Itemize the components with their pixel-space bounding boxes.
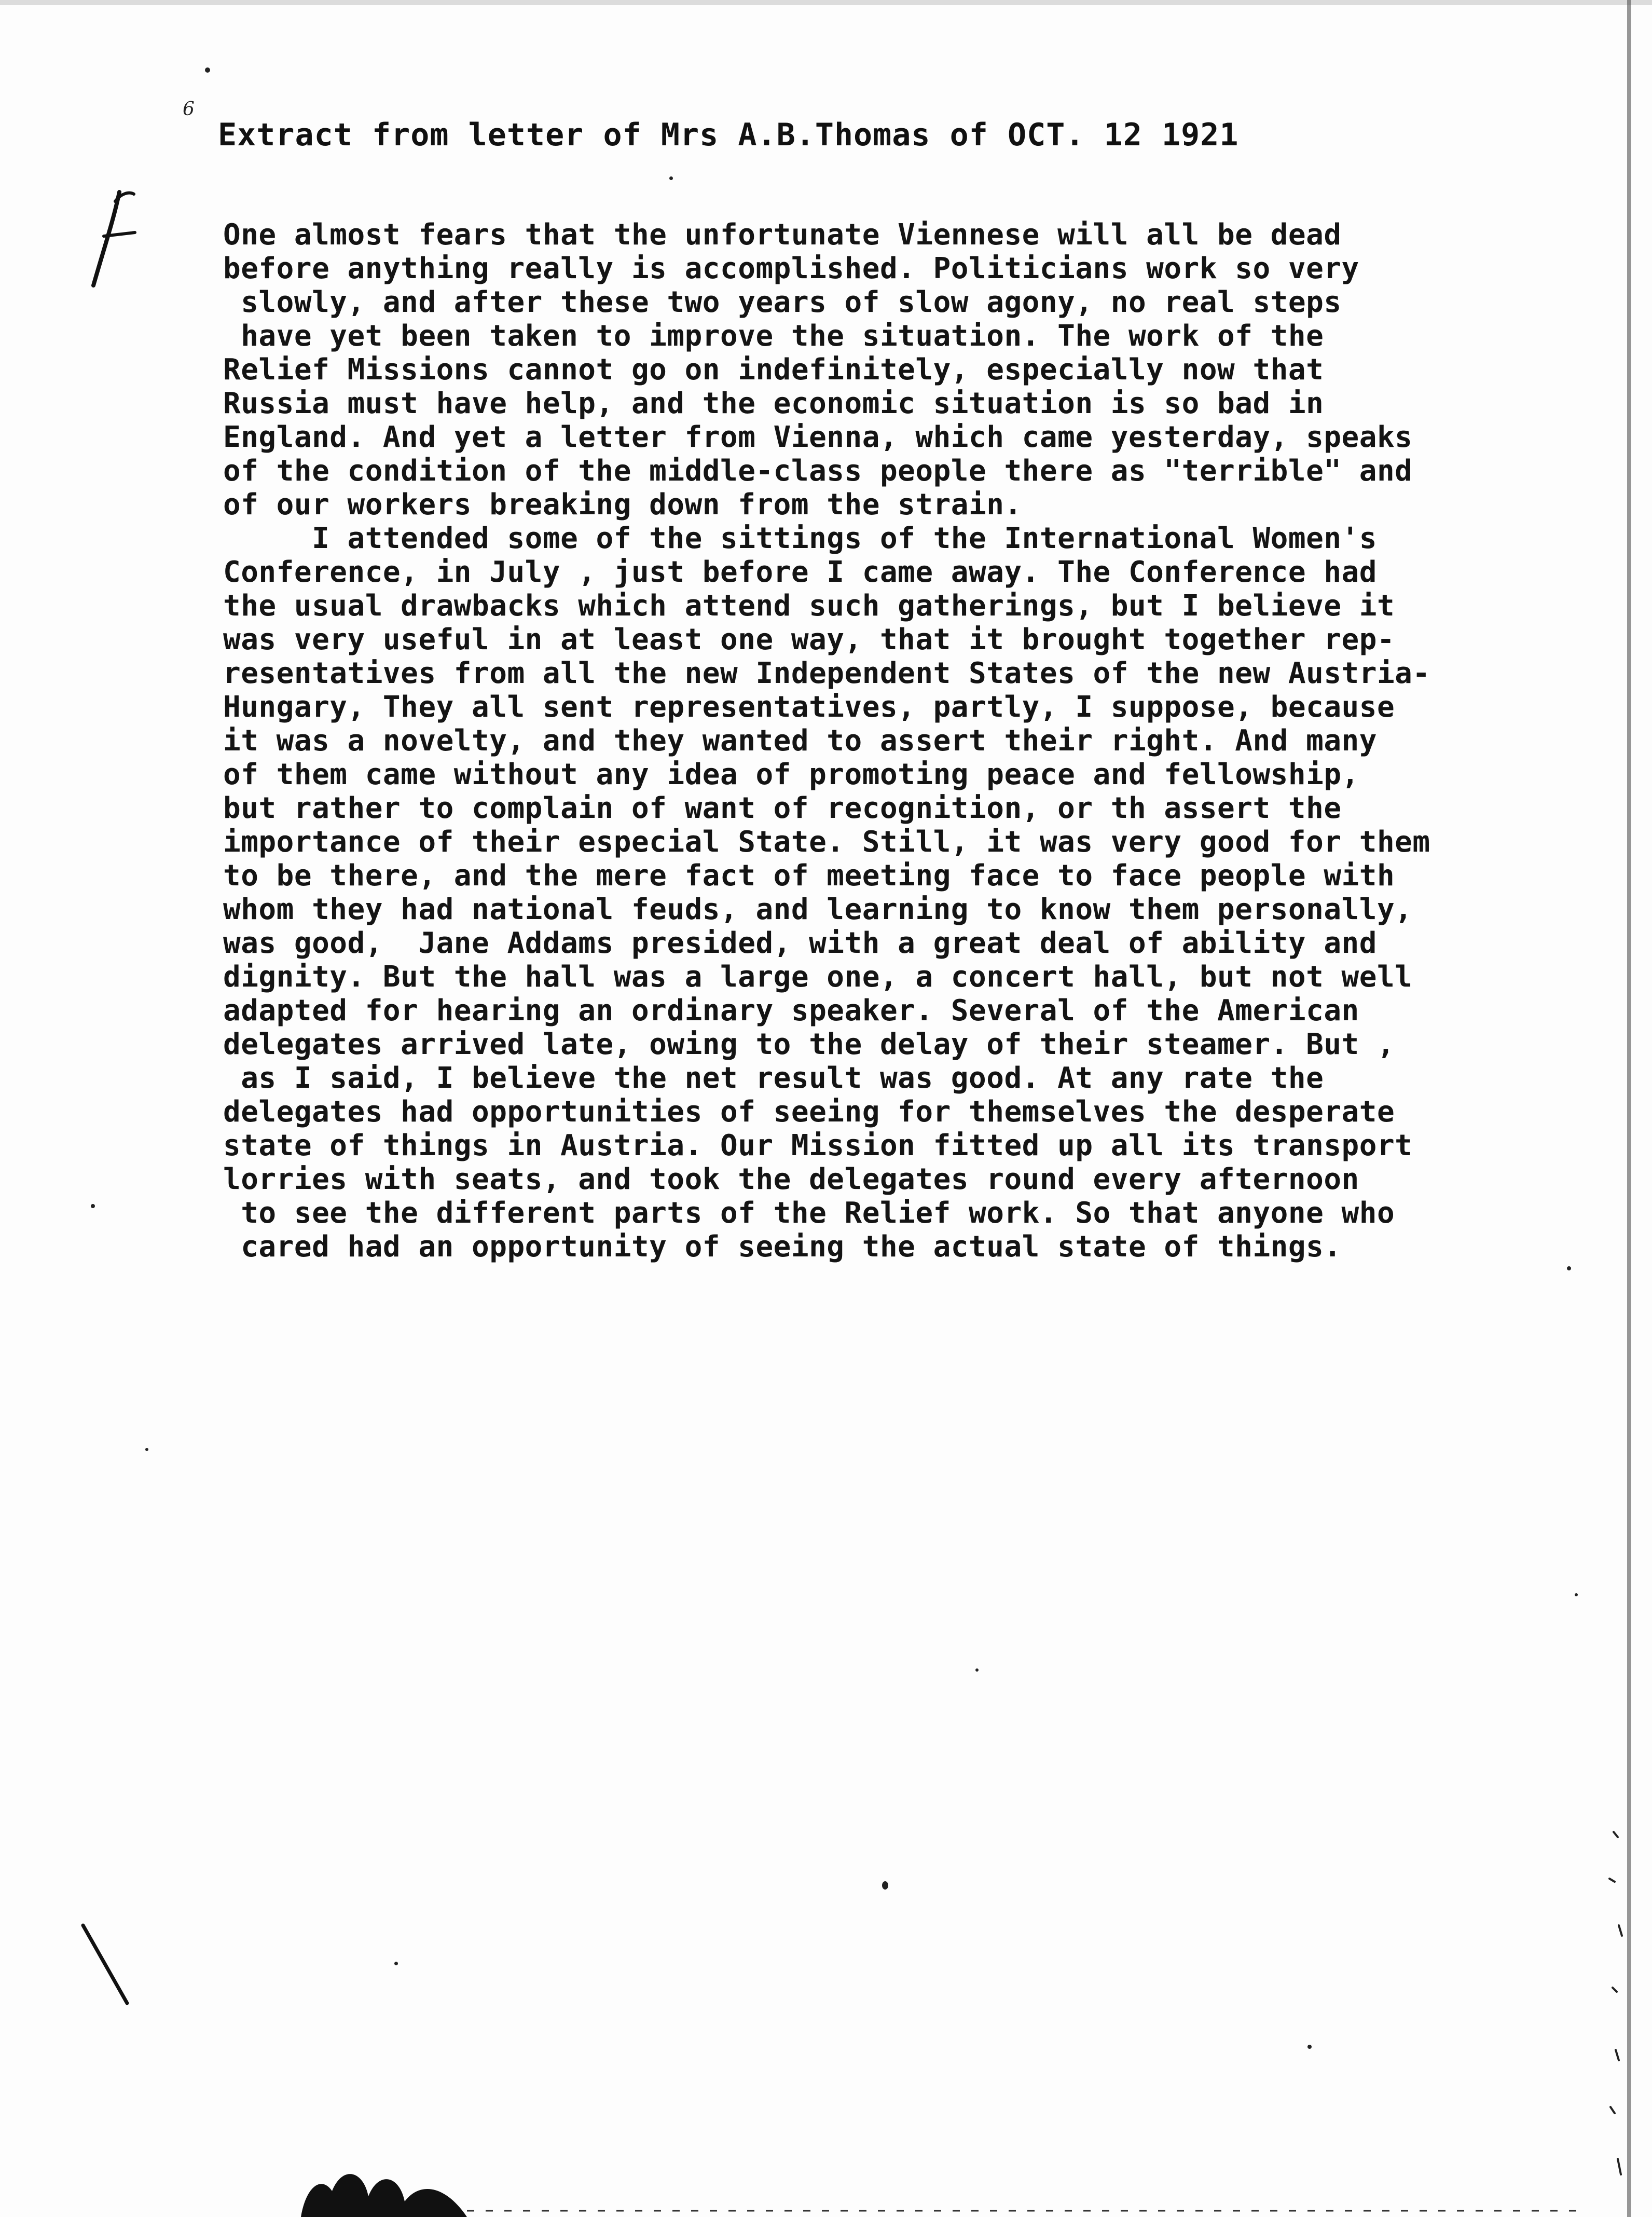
text-line: England. And yet a letter from Vienna, which came yesterday, speaks <box>223 420 1413 454</box>
text-line: I attended some of the sittings of the International Women's <box>223 522 1377 555</box>
paragraph-1 <box>223 218 1572 522</box>
speck <box>145 1448 148 1451</box>
text-line: of the condition of the middle-class people there as "terrible" and <box>223 454 1413 488</box>
text-line: was very useful in at least one way, that it brought together rep- <box>223 623 1395 656</box>
text-line: One almost fears that the unfortunate Viennese will all be dead <box>223 218 1342 252</box>
text-line: before anything really is accomplished. Politicians work so very <box>223 252 1359 285</box>
text-line: to be there, and the mere fact of meeting face to face people with <box>223 859 1395 893</box>
text-line: of our workers breaking down from the strain. <box>223 488 1022 522</box>
text-line: Hungary, They all sent representatives, partly, I suppose, because <box>223 690 1395 724</box>
page-mark: 6 <box>183 99 195 120</box>
text-line: it was a novelty, and they wanted to assert their right. And many <box>223 724 1377 758</box>
text-line: Conference, in July , just before I came away. The Conference had <box>223 555 1377 589</box>
text-line: to see the different parts of the Relief work. So that anyone who <box>223 1196 1395 1230</box>
text-line: resentatives from all the new Independent States of the new Austria- <box>223 656 1430 690</box>
speck <box>882 1881 888 1890</box>
handwritten-margin-mark <box>83 187 140 291</box>
text-line: of them came without any idea of promoting peace and fellowship, <box>223 758 1359 791</box>
speck <box>1307 2045 1312 2049</box>
letter-body <box>223 218 1572 1264</box>
text-line: but rather to complain of want of recognition, or th assert the <box>223 791 1342 825</box>
text-line: cared had an opportunity of seeing the actual state of things. <box>223 1230 1342 1264</box>
speck <box>91 1204 95 1208</box>
text-line: Relief Missions cannot go on indefinitely, especially now that <box>223 353 1324 387</box>
text-line: as I said, I believe the net result was good. At any rate the <box>223 1061 1324 1095</box>
text-line: have yet been taken to improve the situation. The work of the <box>223 319 1324 353</box>
speck <box>205 67 210 73</box>
text-line: was good, Jane Addams presided, with a great deal of ability and <box>223 926 1377 960</box>
speck <box>1567 1266 1571 1270</box>
text-line: delegates had opportunities of seeing for themselves the desperate <box>223 1095 1395 1129</box>
text-line: whom they had national feuds, and learning to know them personally, <box>223 893 1413 926</box>
bottom-edge-noise <box>467 2195 1582 2216</box>
document-header: Extract from letter of Mrs A.B.Thomas of OCT. 12 1921 <box>218 117 1239 153</box>
text-line: importance of their especial State. Still, it was very good for them <box>223 825 1430 859</box>
paragraph-2 <box>223 522 1572 1264</box>
text-line: delegates arrived late, owing to the delay of their steamer. But , <box>223 1028 1395 1061</box>
speck <box>975 1668 979 1672</box>
text-line: dignity. But the hall was a large one, a concert hall, but not well <box>223 960 1413 994</box>
text-line: adapted for hearing an ordinary speaker. Several of the American <box>223 994 1359 1028</box>
margin-slash-mark <box>78 1920 135 2008</box>
text-line: the usual drawbacks which attend such gatherings, but I believe it <box>223 589 1395 623</box>
text-line: lorries with seats, and took the delegates round every afternoon <box>223 1162 1359 1196</box>
speck <box>394 1962 398 1965</box>
bottom-ink-smudge <box>291 2155 477 2217</box>
edge-noise <box>1603 1816 1634 2211</box>
speck <box>669 176 673 180</box>
speck <box>1575 1593 1578 1596</box>
page-top-edge <box>0 0 1652 5</box>
text-line: slowly, and after these two years of slow agony, no real steps <box>223 285 1342 319</box>
text-line: state of things in Austria. Our Mission fitted up all its transport <box>223 1129 1413 1162</box>
text-line: Russia must have help, and the economic situation is so bad in <box>223 387 1324 420</box>
